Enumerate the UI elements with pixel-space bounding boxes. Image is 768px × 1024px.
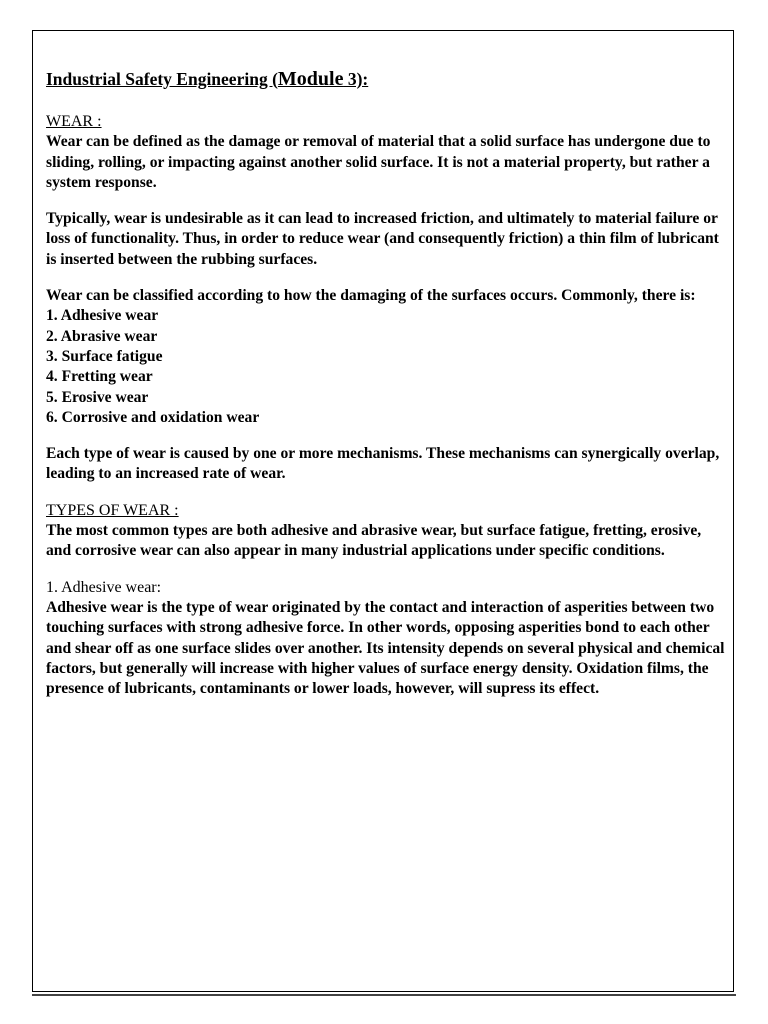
page-bottom-rule: [32, 994, 736, 996]
list-item: 2. Abrasive wear: [46, 327, 158, 345]
list-item: 1. Adhesive wear: [46, 307, 159, 325]
paragraph-wear-undesirable: Typically, wear is undesirable as it can lead to increased friction, and ultimately to material failure or loss of functionality. Thus, in order to reduce wear (and consequently friction) a thin film of lubricant is inserted between the rubbing surfaces.: [46, 210, 719, 268]
document-title: [46, 66, 726, 92]
paragraph-types-of-wear: The most common types are both adhesive and abrasive wear, but surface fatigue, fretting, erosive, and corrosive wear can also appear in many industrial applications under specific conditions.: [46, 522, 702, 560]
list-item: 4. Fretting wear: [46, 368, 153, 386]
paragraph-wear-classification: Wear can be classified according to how the damaging of the surfaces occurs. Commonly, there is:: [46, 287, 696, 305]
section-heading-types-of-wear: TYPES OF WEAR :: [46, 501, 179, 519]
list-item: 3. Surface fatigue: [46, 347, 163, 365]
title-prefix: Industrial Safety Engineering (: [46, 69, 278, 89]
paragraph-wear-mechanisms: Each type of wear is caused by one or more mechanisms. These mechanisms can synergically overlap, leading to an increased rate of wear.: [46, 445, 720, 483]
list-item: 6. Corrosive and oxidation wear: [46, 408, 260, 426]
paragraph-wear-definition: Wear can be defined as the damage or removal of material that a solid surface has undergone due to sliding, rolling, or impacting against another solid surface. It is not a material property, but rather a system response.: [46, 133, 711, 191]
document-body: [46, 66, 726, 715]
paragraph-adhesive-wear: Adhesive wear is the type of wear originated by the contact and interaction of asperities between two touching surfaces with strong adhesive force. In other words, opposing asperities bond to each other and shear off as one surface slides over another. Its intensity depends on several physical and chemical factors, but generally will increase with higher values of surface energy density. Oxidation films, the presence of lubricants, contaminants or lower loads, however, will supress its effect.: [46, 598, 725, 698]
list-item: 5. Erosive wear: [46, 388, 149, 406]
section-heading-wear: WEAR :: [46, 113, 102, 130]
title-suffix: 3):: [343, 69, 369, 89]
wear-types-list: [46, 306, 726, 428]
section-heading-adhesive-wear: 1. Adhesive wear:: [46, 578, 162, 596]
title-module: Module: [277, 68, 344, 90]
